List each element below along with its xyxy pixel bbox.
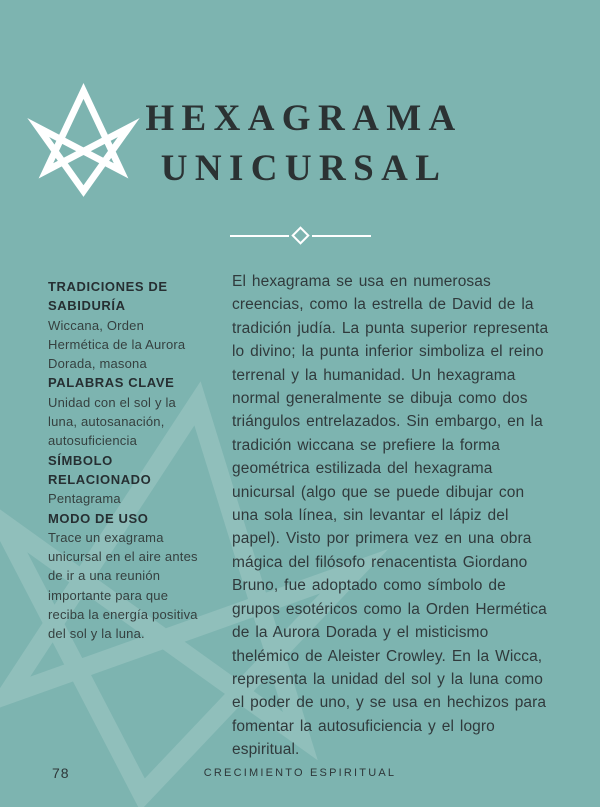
ornamental-divider (230, 228, 371, 243)
page-number: 78 (52, 765, 70, 781)
page-title (139, 94, 469, 194)
sidebar-group-value: Trace un exagrama unicursal en el aire antes de ir a una reunión importante para que reciba la energía positiva del sol y la luna. (48, 529, 198, 642)
sidebar (48, 277, 198, 644)
sidebar-group-value: Wiccana, Orden Hermética de la Aurora Dorada, masona (48, 317, 186, 372)
sidebar-group-label: MODO DE USO (48, 510, 149, 526)
body-paragraph: El hexagrama se usa en numerosas creencias, como la estrella de David de la tradición judía. La punta superior representa lo divino; la punta inferior simboliza el reino terrenal y la humanidad. Un hexagrama normal generalmente se dibuja como dos triángulos entrelazados. Sin embargo, en la tradición wiccana se prefiere la forma geométrica estilizada del hexagrama unicursal (algo que se puede dibujar con una sola línea, sin levantar el lápiz del papel). Visto por primera vez en una obra mágica del filósofo renacentista Giordano Bruno, fue adoptado como símbolo de grupos esotéricos como la Orden Hermética de la Aurora Dorada y el misticismo thelémico de Aleister Crowley. En la Wicca, representa la unidad del sol y la luna como el poder de uno, y se usa en hechizos para fomentar la autosuficiencia y el logro espiritual. (232, 273, 549, 759)
sidebar-group-label: SÍMBOLO RELACIONADO (48, 452, 152, 487)
sidebar-group-value: Unidad con el sol y la luna, autosanación, autosuficiencia (48, 394, 176, 449)
sidebar-group-palabras-clave (48, 373, 198, 450)
divider-line-right (312, 235, 371, 237)
footer-section-title: CRECIMIENTO ESPIRITUAL (203, 767, 397, 779)
unicursal-hexagram-icon (34, 88, 133, 194)
sidebar-group-tradiciones (48, 277, 198, 373)
sidebar-group-label: PALABRAS CLAVE (48, 375, 175, 391)
divider-line-left (230, 235, 289, 237)
sidebar-group-modo-de-uso (48, 509, 198, 644)
sidebar-group-value: Pentagrama (48, 491, 121, 507)
sidebar-group-simbolo-relacionado (48, 451, 198, 509)
diamond-icon (291, 226, 309, 244)
main-text-column (232, 270, 554, 762)
page-title-line-2: UNICURSAL (160, 148, 448, 189)
sidebar-group-label: TRADICIONES DE SABIDURÍA (48, 279, 168, 314)
page-title-line-1: HEXAGRAMA (145, 98, 463, 139)
